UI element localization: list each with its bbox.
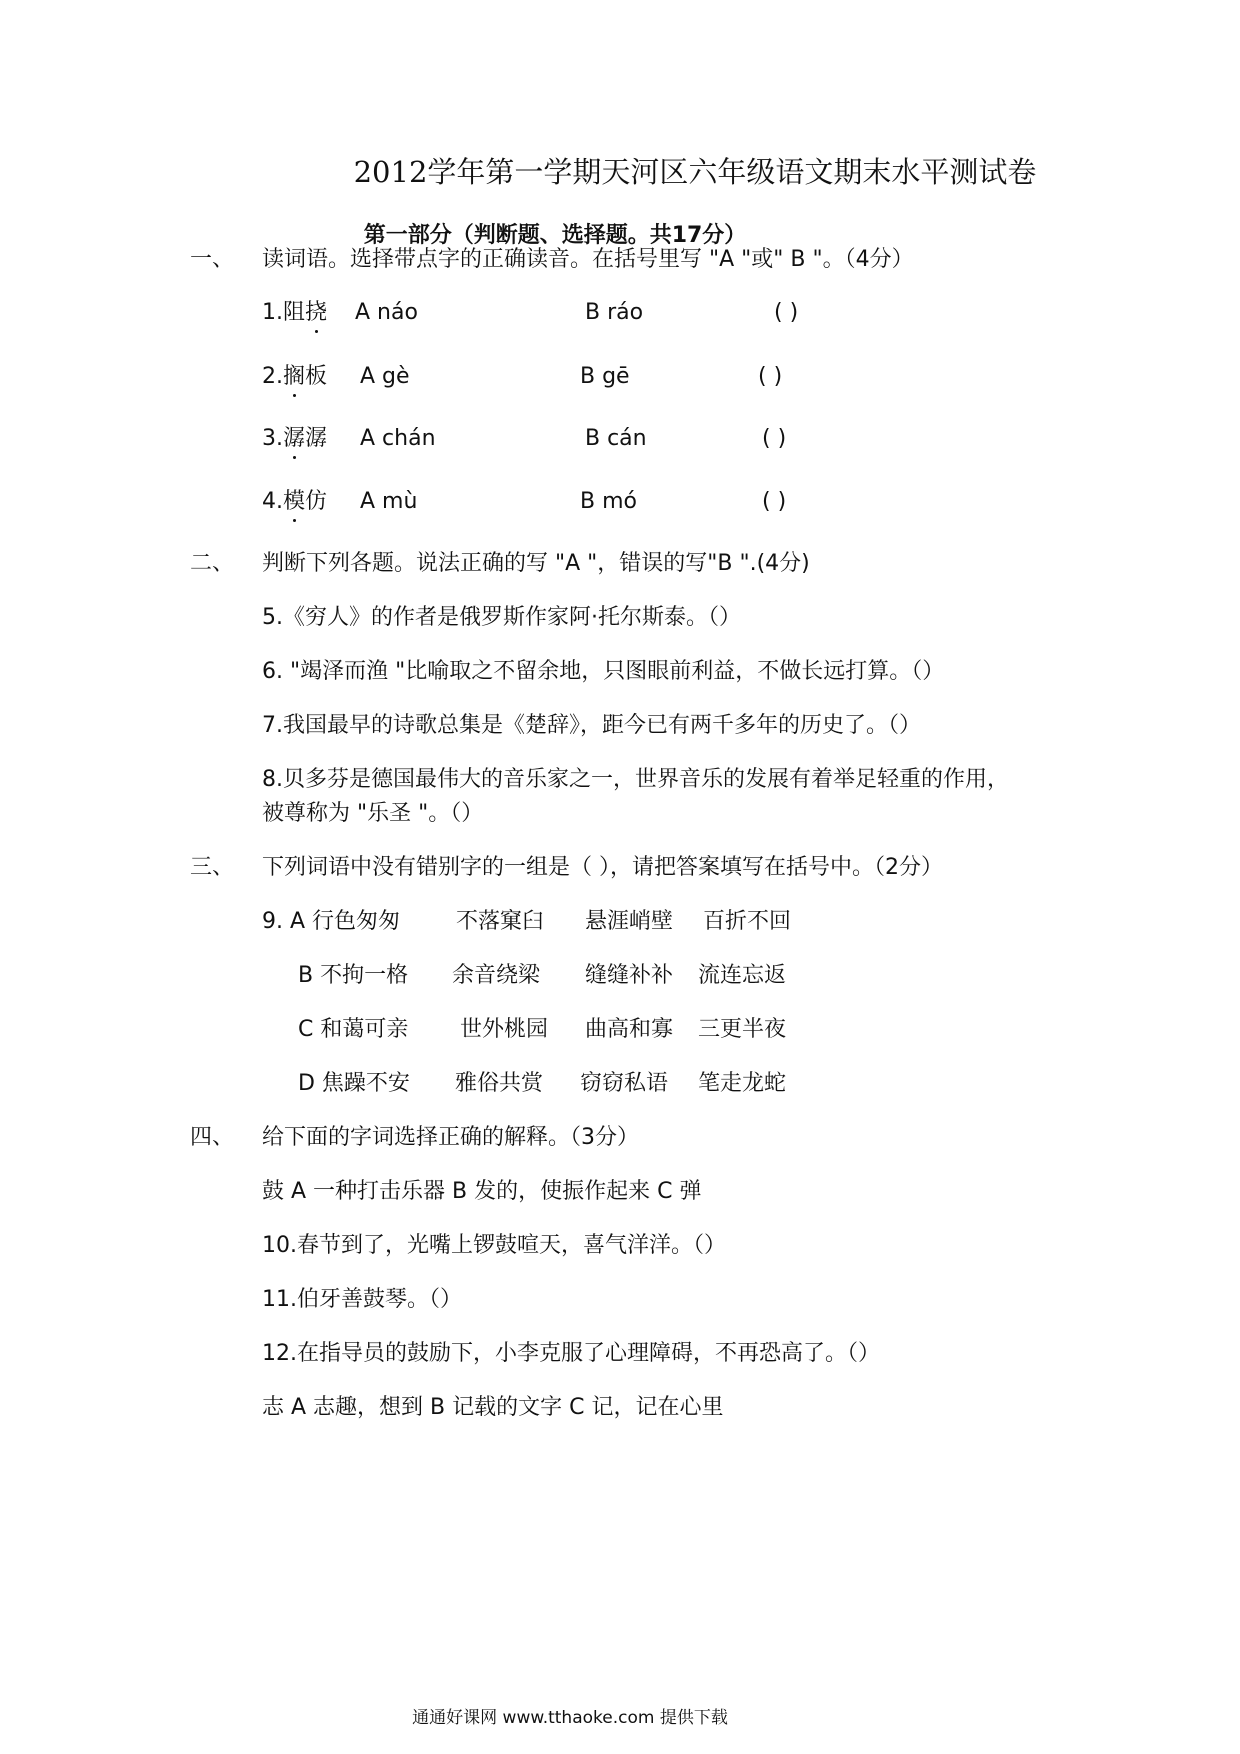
question-7: 7.我国最早的诗歌总集是《楚辞》，距今已有两千多年的历史了。（） xyxy=(262,713,921,738)
question-9-option-c-4: 三更半夜 xyxy=(698,1017,787,1042)
question-9-option-d-1: D 焦躁不安 xyxy=(298,1071,410,1096)
part-subtitle: 第一部分（判断题、选择题。共17分） xyxy=(363,223,747,248)
section-1-heading: 读词语。选择带点字的正确读音。在括号里写 "A "或" B "。（4分） xyxy=(262,247,914,272)
question-9-option-d-3: 窃窃私语 xyxy=(580,1071,669,1096)
question-8-line-1: 8.贝多芬是德国最伟大的音乐家之一，世界音乐的发展有着举足轻重的作用， xyxy=(262,767,1009,792)
question-2-option-b: B gē xyxy=(580,364,630,389)
question-9-option-b-3: 缝缝补补 xyxy=(585,963,674,988)
section-2-number: 二、 xyxy=(190,551,235,576)
question-3-option-a: A chán xyxy=(360,426,436,451)
question-6: 6. "竭泽而渔 "比喻取之不留余地，只图眼前利益，不做长远打算。（） xyxy=(262,659,945,684)
question-2-option-a: A gè xyxy=(360,364,410,389)
question-3-word: 3.潺潺 xyxy=(262,426,328,451)
section-2-heading: 判断下列各题。说法正确的写 "A "，错误的写"B ".(4分) xyxy=(262,551,810,576)
section-1-number: 一、 xyxy=(190,247,235,272)
question-1-option-b: B ráo xyxy=(585,300,644,325)
question-9-option-c-2: 世外桃园 xyxy=(460,1017,549,1042)
section-3-number: 三、 xyxy=(190,855,235,880)
question-2-answer-blank: ( ) xyxy=(758,364,783,389)
question-4-word: 4.模仿 xyxy=(262,489,328,514)
question-1-word: 1.阻挠 xyxy=(262,300,328,325)
question-4-answer-blank: ( ) xyxy=(762,489,787,514)
page-footer: 通通好课网 www.tthaoke.com 提供下载 xyxy=(412,1708,728,1728)
question-9-option-b-2: 余音绕梁 xyxy=(452,963,541,988)
question-9-option-c-3: 曲高和寡 xyxy=(585,1017,674,1042)
section-3-heading: 下列词语中没有错别字的一组是（ ），请把答案填写在括号中。（2分） xyxy=(262,855,943,880)
question-3-option-b: B cán xyxy=(585,426,647,451)
section-4-heading: 给下面的字词选择正确的解释。（3分） xyxy=(262,1125,639,1150)
question-2-word: 2.搁板 xyxy=(262,364,328,389)
question-9-option-b-4: 流连忘返 xyxy=(698,963,787,988)
question-9-option-a-1: 9. A 行色匆匆 xyxy=(262,909,401,934)
question-3-answer-blank: ( ) xyxy=(762,426,787,451)
definitions-gu: 鼓 A 一种打击乐器 B 发的，使振作起来 C 弹 xyxy=(262,1179,702,1204)
page-title: 2012学年第一学期天河区六年级语文期末水平测试卷 xyxy=(353,155,1037,189)
question-4-option-b: B mó xyxy=(580,489,637,514)
question-9-option-c-1: C 和蔼可亲 xyxy=(298,1017,409,1042)
question-9-option-a-2: 不落窠臼 xyxy=(456,909,545,934)
question-9-option-b-1: B 不拘一格 xyxy=(298,963,409,988)
section-4-number: 四、 xyxy=(190,1125,235,1150)
question-11: 11.伯牙善鼓琴。（） xyxy=(262,1287,462,1312)
question-1-option-a: A náo xyxy=(355,300,418,325)
question-1-answer-blank: ( ) xyxy=(774,300,799,325)
definitions-zhi: 志 A 志趣，想到 B 记载的文字 C 记，记在心里 xyxy=(262,1395,724,1420)
question-5: 5.《穷人》的作者是俄罗斯作家阿·托尔斯泰。（） xyxy=(262,605,741,630)
question-10: 10.春节到了，光嘴上锣鼓喧天，喜气洋洋。（） xyxy=(262,1233,726,1258)
question-8-line-2: 被尊称为 "乐圣 "。（） xyxy=(262,801,484,826)
question-9-option-a-3: 悬涯峭壁 xyxy=(585,909,674,934)
question-9-option-a-4: 百折不回 xyxy=(703,909,792,934)
question-9-option-d-2: 雅俗共赏 xyxy=(455,1071,544,1096)
question-12: 12.在指导员的鼓励下，小李克服了心理障碍，不再恐高了。（） xyxy=(262,1341,880,1366)
question-9-option-d-4: 笔走龙蛇 xyxy=(698,1071,787,1096)
question-4-option-a: A mù xyxy=(360,489,418,514)
